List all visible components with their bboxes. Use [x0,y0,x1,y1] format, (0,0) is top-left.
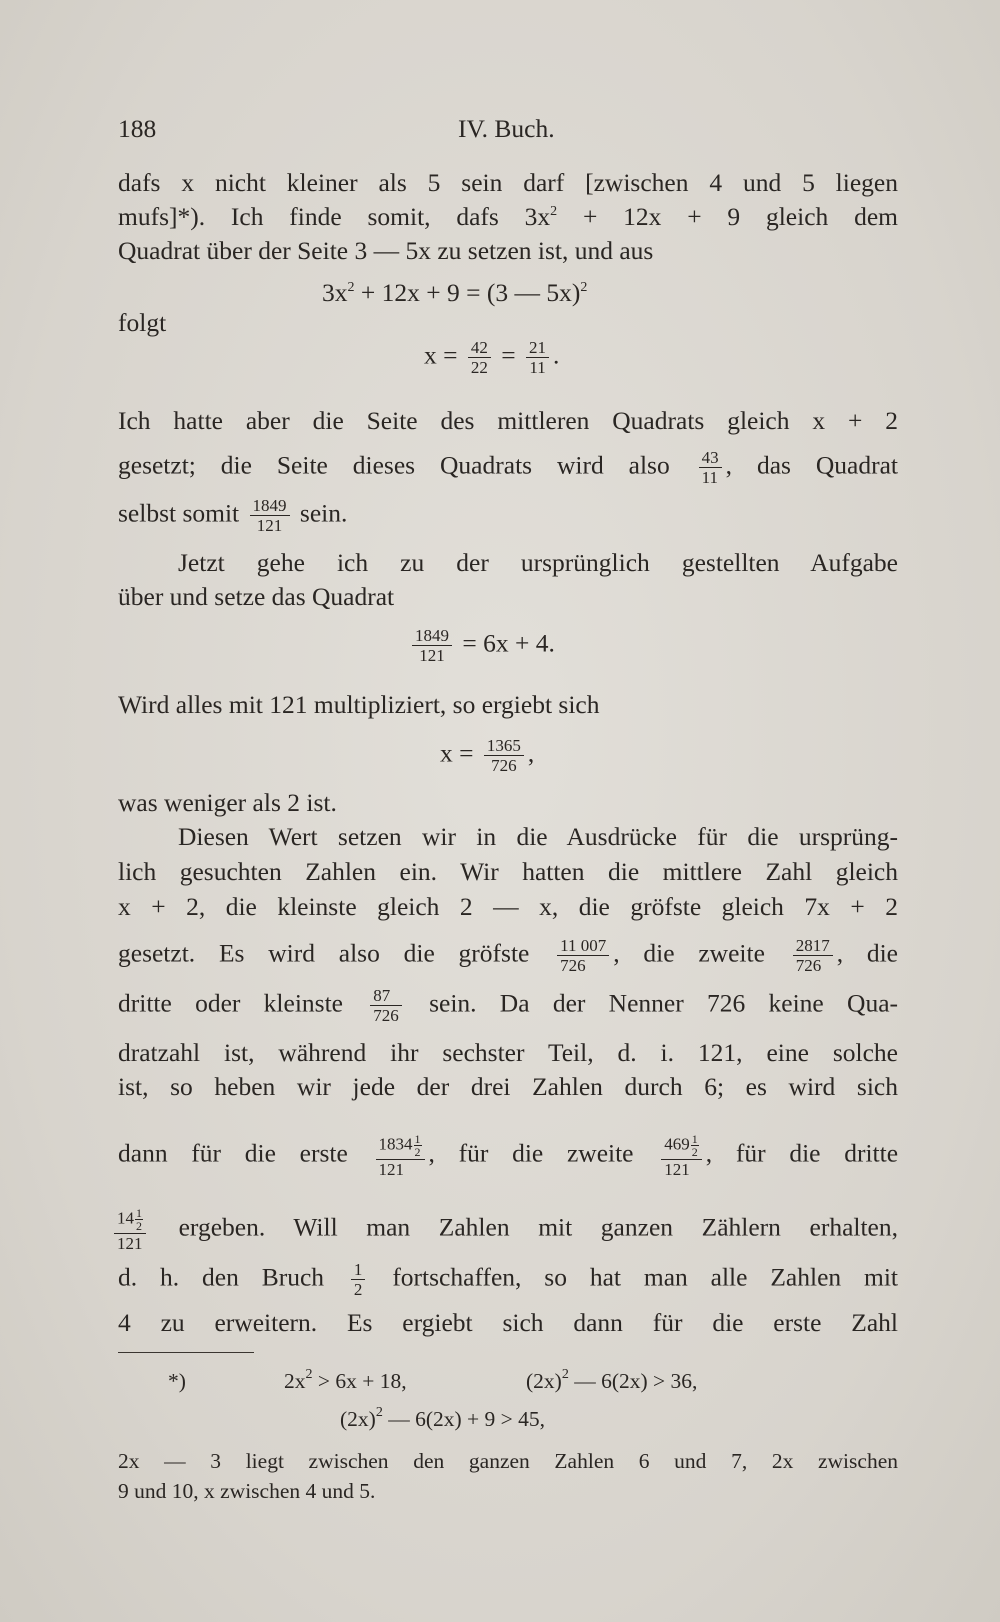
text-line: 4 zu erweitern. Es ergiebt sich dann für die erste Zahl [118,1308,898,1337]
text-line: 14 $\frac{1}{2}$ 121 ergeben. Will man Zahlen mit ganzen Zählern erhalten, [110,1206,898,1253]
text-line: dann für die erste 1834 $\frac{1}{2}$ 121 , für die zweite 469 $\frac{1}{2}$ 121 , für die dritte [118,1132,899,1179]
text-line: dratzahl ist, während ihr sechster Teil, d. i. 121, eine solche [118,1038,898,1067]
text-line: Ich hatte aber die Seite des mittleren Quadrats gleich x + 2 [118,406,898,435]
page-number: 188 [118,114,157,143]
text-line: x + 2, die kleinste gleich 2 — x, die gröfste gleich 7x + 2 [118,892,898,921]
text-line: was weniger als 2 ist. [118,788,337,817]
equation: x = $\frac{42}{22}$ = $\frac{21}{11}$ . [424,338,560,377]
text-line: gesetzt; die Seite dieses Quadrats wird also $\frac{43}{11}$ , das Quadrat [118,448,898,487]
text-line: dafs x nicht kleiner als 5 sein darf [zwischen 4 und 5 liegen [118,168,898,197]
equation: $\frac{1849}{121}$ = 6x + 4. [408,626,708,665]
footnote-line: 2x — 3 liegt zwischen den ganzen Zahlen 6 und 7, 2x zwischen [118,1449,898,1473]
text-line: mufs]*). Ich finde somit, dafs $3x^2 + 12x + 9$ gleich dem [118,202,898,231]
page-header [118,112,898,146]
text-line: dritte oder kleinste $\frac{87}{726}$ sein. Da der Nenner 726 keine Qua- [118,986,898,1025]
text-line: Diesen Wert setzen wir in die Ausdrücke für die ursprüng- [178,822,898,851]
text-line: Wird alles mit 121 multipliziert, so ergiebt sich [118,690,600,719]
text-line: selbst somit $\frac{1849}{121}$ sein. [118,496,348,535]
text-line: lich gesuchten Zahlen ein. Wir hatten die mittlere Zahl gleich [118,857,898,886]
text-line: d. h. den Bruch $\frac{1}{2}$ fortschaffen, so hat man alle Zahlen mit [118,1260,899,1299]
book-page: 188 IV. Buch. dafs x nicht kleiner als 5 sein darf [zwischen 4 und 5 liegen mufs]*). Ich finde somit, dafs $3x^2 + 12x + 9$ gleich dem Quadrat über der Seite 3 — 5x zu setzen ist, und aus $3x^2 + 12x + 9 = (3$ — 5x)$^2$ folgt x = $\frac{42}{22}$ = $\frac{21}{11}$ . Ich hatte aber die Seite des mittleren Quadrats gleich x + 2 gesetzt; die Seite dieses Quadrats wird also $\frac{43}{11}$ , das Quadrat selbst somit $\frac{1849}{121}$ sein. Jetzt gehe ich zu der ursprünglich gestellten Aufgabe über und setze das Quadrat $\frac{1849}{121}$ = 6x + 4. Wird alles mit 121 multipliziert, so ergiebt sich x = $\frac{1365}{726}$ , was weniger als 2 ist. Diesen Wert setzen wir in die Ausdrücke für die ursprüng- lich gesuchten Zahlen ein. Wir hatten die mittlere Zahl gleich x + 2, die kleinste gleich 2 — x, die gröfste gleich 7x + 2 gesetzt. Es wird also die gröfste $\frac{11 007}{726}$ , die zweite $\frac{2817}{726}$ , die dritte oder kleinste $\frac{87}{726}$ sein. Da der Nenner 726 keine Qua- dratzahl ist, während ihr sechster Teil, d. i. 121, eine solche ist, so heben wir jede der drei Zahlen durch 6; es wird sich dann für die erste 1834 $\frac{1}{2}$ 121 , für die zweite 469 $\frac{1}{2}$ 121 , für die dritte 14 $\frac{1}{2}$ 121 ergeben. Will man Zahlen mit ganzen Zählern erhalten, d. h. den Bruch $\frac{1}{2}$ fortschaffen, so hat man alle Zahlen mit 4 zu erweitern. Es ergiebt sich dann für die erste Zahl *) $2x^2 > 6x + 18$, $(2x)^2$ — 6(2x) > 36, $(2x)^2$ — 6(2x) + 9 > 45, 2x — 3 liegt zwischen den ganzen Zahlen 6 und 7, 2x zwischen 9 und 10, x zwischen 4 und 5. [0,0,1000,1622]
text-line: Jetzt gehe ich zu der ursprünglich gestellten Aufgabe [178,548,898,577]
running-title: IV. Buch. [458,114,555,143]
text-line: gesetzt. Es wird also die gröfste $\frac{11 007}{726}$ , die zweite $\frac{2817}{726}$ , die [118,936,898,975]
footnote-rule [118,1352,254,1353]
text-line: ist, so heben wir jede der drei Zahlen durch 6; es wird sich [118,1072,898,1101]
equation: $3x^2 + 12x + 9 = (3$ — 5x)$^2$ [322,278,588,307]
equation: x = $\frac{1365}{726}$ , [440,736,535,775]
footnote-marker: *) [168,1369,186,1393]
text-line: über und setze das Quadrat [118,582,395,611]
text-line: Quadrat über der Seite 3 — 5x zu setzen ist, und aus [118,236,654,265]
text-line: folgt [118,308,167,337]
footnote-line: 9 und 10, x zwischen 4 und 5. [118,1479,376,1503]
